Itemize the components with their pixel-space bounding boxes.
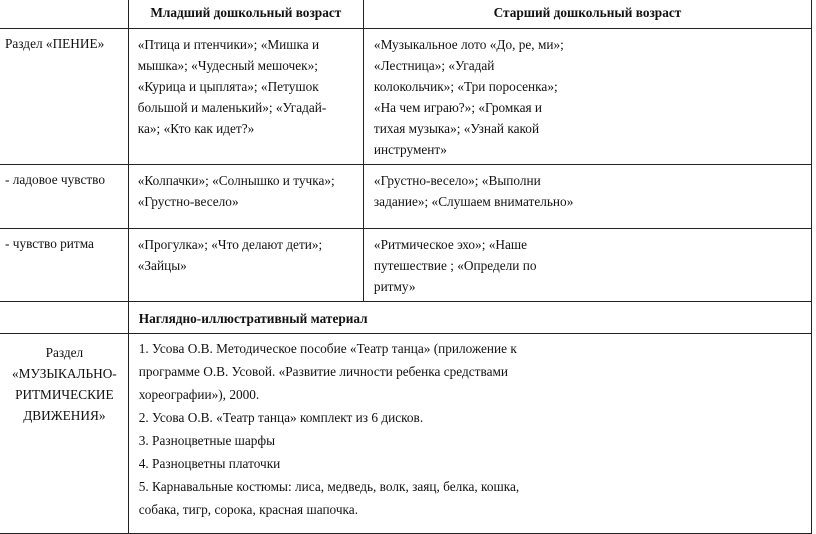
list-item: 3. Разноцветные шарфы <box>138 433 276 448</box>
list-item: 4. Разноцветны платочки <box>138 456 281 471</box>
list-item: 1. Усова О.В. Методическое пособие «Театр танца» (приложение к программе О.В. Усовой. «Развитие личности ребенка средствами хореографии»), 2000. <box>138 341 517 402</box>
row-label-singing: Раздел «ПЕНИЕ» <box>0 29 128 165</box>
cell-senior-rhythm <box>363 229 811 302</box>
table-header-row <box>0 0 812 29</box>
cell-text: «Грустно-весело»; «Выполни задание»; «Слушаем внимательно» <box>373 173 574 209</box>
row-label-modal-sense: - ладовое чувство <box>0 165 128 229</box>
cell-text: «Прогулка»; «Что делают дети»; «Зайцы» <box>137 237 323 273</box>
list-item: 5. Карнавальные костюмы: лиса, медведь, волк, заяц, белка, кошка, собака, тигр, сорока, красная шапочка. <box>138 479 520 517</box>
table-row <box>0 165 812 229</box>
cell-senior-singing <box>363 29 811 165</box>
cell-text: «Музыкальное лото «До, ре, ми»; «Лестница»; «Угадай колокольчик»; «Три поросенка»; «На чем играю?»; «Громкая и тихая музыка»; «Узнай какой инструмент» <box>373 37 564 157</box>
header-empty-cell <box>0 0 128 29</box>
header-junior-age: Младший дошкольный возраст <box>128 0 363 29</box>
table-row <box>0 29 812 165</box>
cell-senior-modal <box>363 165 811 229</box>
row-label-music-rhythm: Раздел «МУЗЫКАЛЬНО-РИТМИЧЕСКИЕ ДВИЖЕНИЯ» <box>0 334 128 534</box>
materials-list <box>128 334 811 534</box>
cell-text: «Ритмическое эхо»; «Наше путешествие ; «Определи по ритму» <box>373 237 537 294</box>
header-senior-age: Старший дошкольный возраст <box>363 0 811 29</box>
section-title: Наглядно-иллюстративный материал <box>128 302 811 334</box>
cell-text: «Колпачки»; «Солнышко и тучка»; «Грустно-весело» <box>137 173 335 209</box>
section-row <box>0 302 812 334</box>
table-row <box>0 229 812 302</box>
table-row <box>0 334 812 534</box>
list-item: 2. Усова О.В. «Театр танца» комплект из 6 дисков. <box>138 410 424 425</box>
section-empty-cell <box>0 302 128 334</box>
cell-junior-singing <box>128 29 363 165</box>
cell-junior-modal <box>128 165 363 229</box>
row-label-rhythm-sense: - чувство ритма <box>0 229 128 302</box>
cell-junior-rhythm <box>128 229 363 302</box>
cell-text: «Птица и птенчики»; «Мишка и мышка»; «Чудесный мешочек»; «Курица и цыплята»; «Петушок большой и маленький»; «Угадай-ка»; «Кто как идет?» <box>137 37 327 136</box>
